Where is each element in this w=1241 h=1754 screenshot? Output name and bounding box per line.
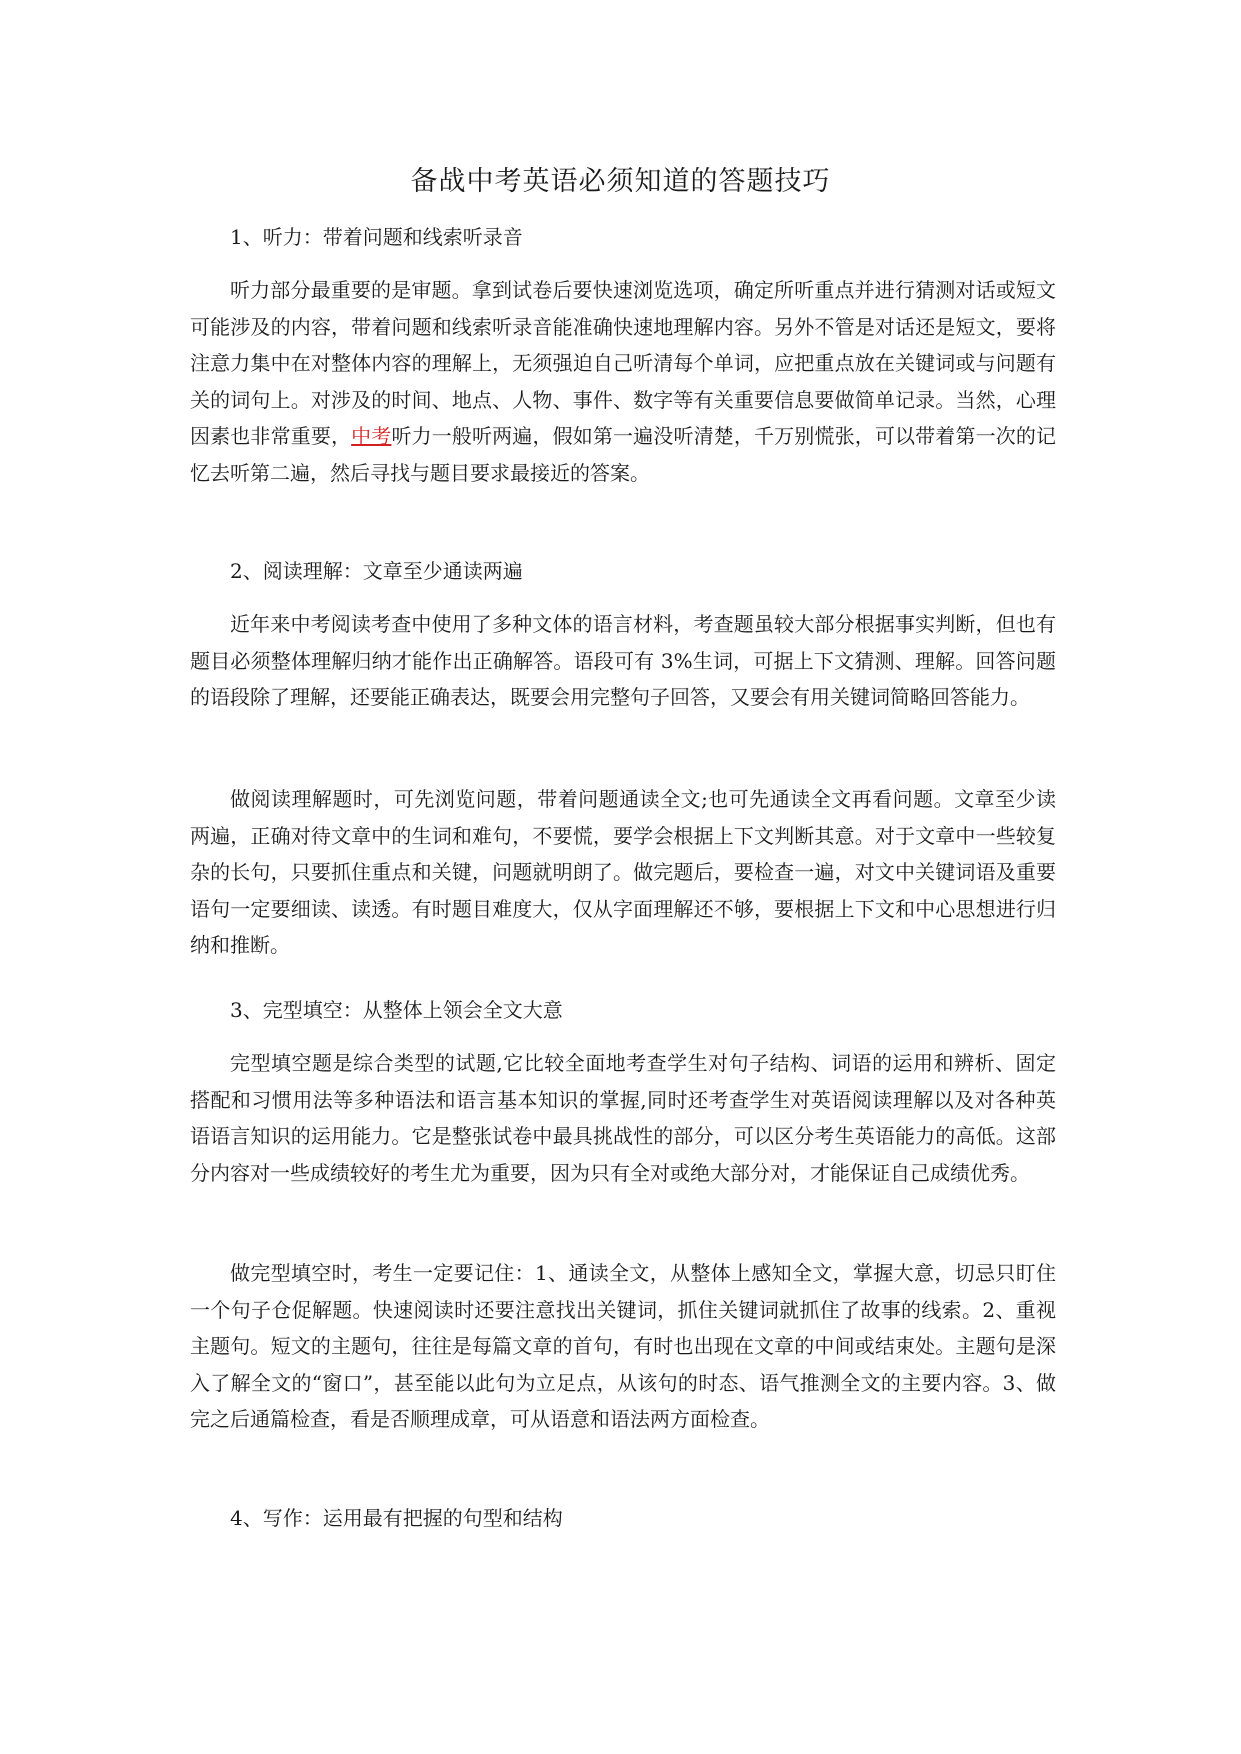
document-title: 备战中考英语必须知道的答题技巧 [410, 166, 831, 197]
paragraph-reading-2: 做阅读理解题时，可先浏览问题，带着问题通读全文;也可先通读全文再看问题。文章至少读两遍，正确对待文章中的生词和难句，不要慌，要学会根据上下文判断其意。对于文章中一些较复杂的长句，只要抓住重点和关键，问题就明朗了。做完题后，要检查一遍，对文中关键词语及重要语句一定要细读、读透。有时题目难度大，仅从字面理解还不够，要根据上下文和中心思想进行归纳和推断。 [190, 787, 1056, 957]
section-heading-reading: 2、阅读理解：文章至少通读两遍 [230, 559, 523, 583]
paragraph-cloze-2: 做完型填空时，考生一定要记住：1、通读全文，从整体上感知全文，掌握大意，切忌只盯住一个句子仓促解题。快速阅读时还要注意找出关键词，抓住关键词就抓住了故事的线索。2、重视主题句。短文的主题句，往往是每篇文章的首句，有时也出现在文章的中间或结束处。主题句是深入了解全文的“窗口”，甚至能以此句为立足点，从该句的时态、语气推测全文的主要内容。3、做完之后通篇检查，看是否顺理成章，可从语意和语法两方面检查。 [190, 1261, 1056, 1431]
paragraph-reading-1: 近年来中考阅读考查中使用了多种文体的语言材料，考查题虽较大部分根据事实判断，但也有题目必须整体理解归纳才能作出正确解答。语段可有 3%生词，可据上下文猜测、理解。回答问题的语段除了理解，还要能正确表达，既要会用完整句子回答，又要会有用关键词简略回答能力。 [190, 612, 1056, 709]
section-heading-writing: 4、写作：运用最有把握的句型和结构 [230, 1506, 563, 1530]
paragraph-text: 听力一般听两遍，假如第一遍没听清楚，千万别慌张，可以带着第一次的记忆去听第二遍，然后寻找与题目要求最接近的答案。 [190, 424, 1057, 485]
paragraph-cloze-1: 完型填空题是综合类型的试题,它比较全面地考查学生对句子结构、词语的运用和辨析、固定搭配和习惯用法等多种语法和语言基本知识的掌握,同时还考查学生对英语阅读理解以及对各种英语语言知识的运用能力。它是整张试卷中最具挑战性的部分，可以区分考生英语能力的高低。这部分内容对一些成绩较好的考生尤为重要，因为只有全对或绝大部分对，才能保证自己成绩优秀。 [190, 1051, 1056, 1185]
paragraph-listening [190, 272, 1056, 491]
zhongkao-link[interactable]: 中考 [351, 424, 392, 448]
section-heading-cloze: 3、完型填空：从整体上领会全文大意 [230, 998, 563, 1022]
section-heading-listening: 1、听力：带着问题和线索听录音 [230, 225, 523, 249]
paragraph-text: 听力部分最重要的是审题。拿到试卷后要快速浏览选项，确定所听重点并进行猜测对话或短文可能涉及的内容，带着问题和线索听录音能准确快速地理解内容。另外不管是对话还是短文，要将注意力集中在对整体内容的理解上，无须强迫自己听清每个单词，应把重点放在关键词或与问题有关的词句上。对涉及的时间、地点、人物、事件、数字等有关重要信息要做简单记录。当然，心理因素也非常重要， [190, 278, 1056, 448]
